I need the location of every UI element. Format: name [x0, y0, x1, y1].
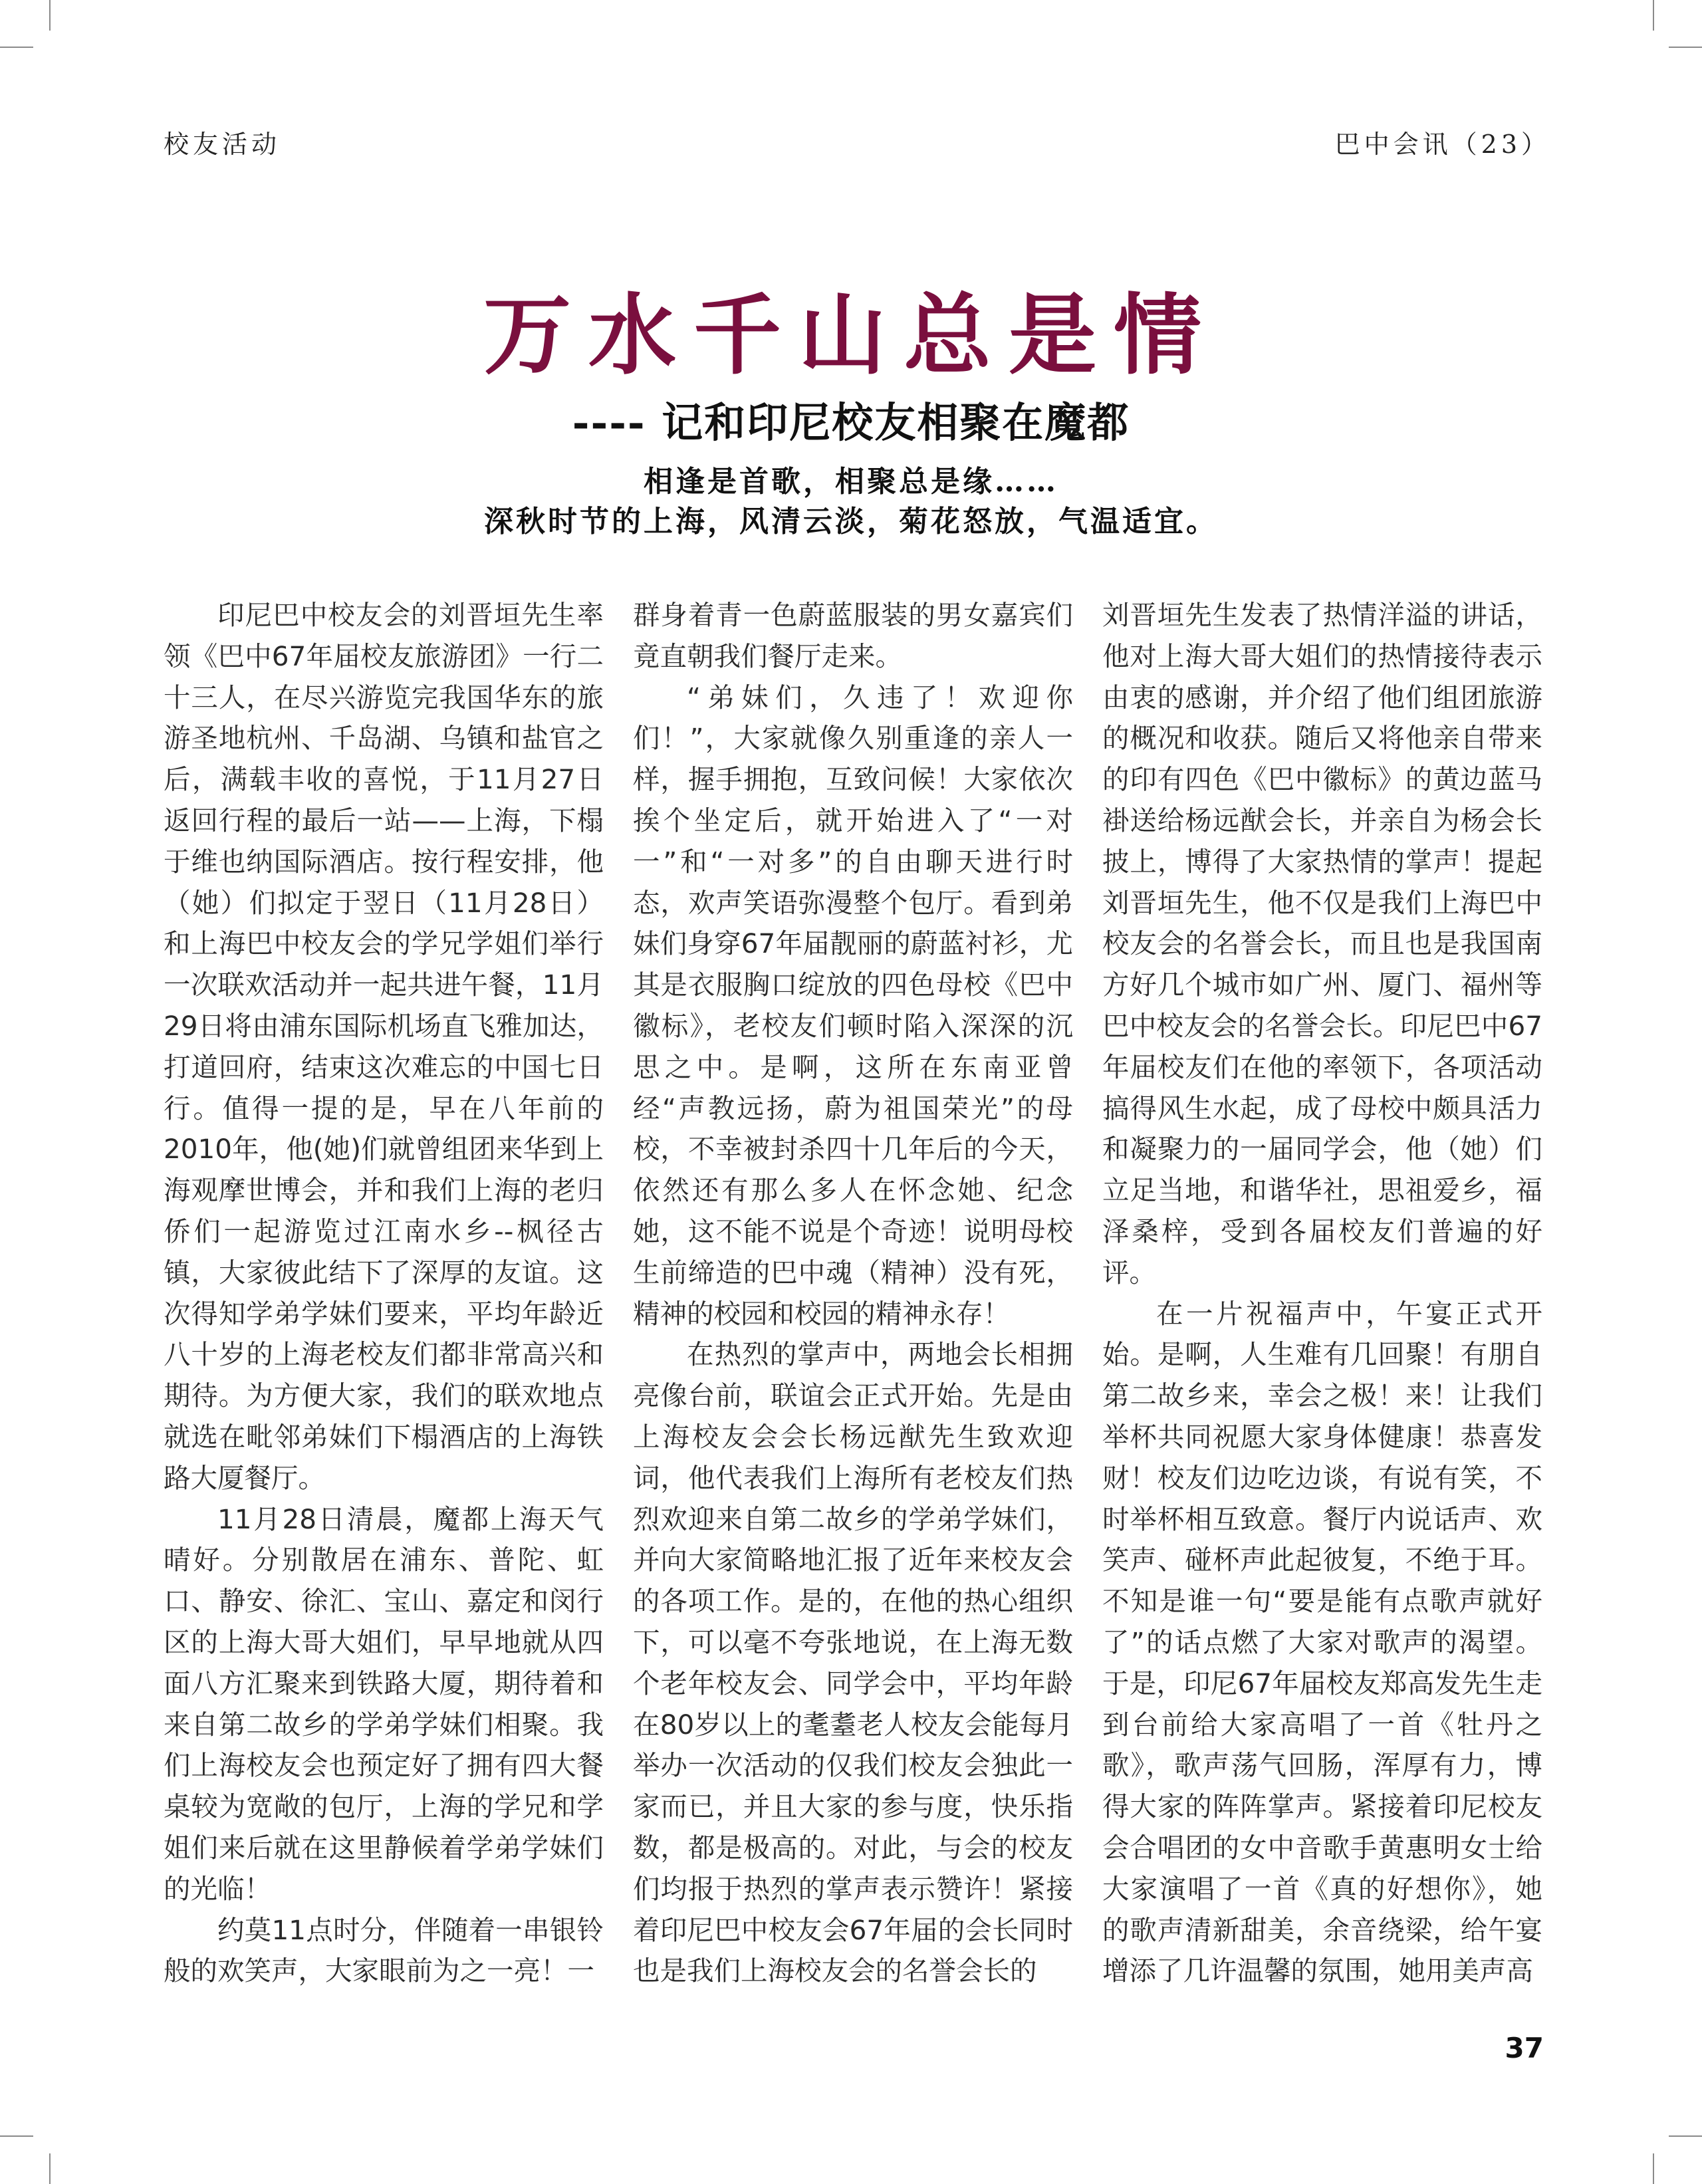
lead-line: 相逢是首歌，相聚总是缘…… [644, 465, 1058, 499]
paragraph: 在一片祝福声中，午宴正式开始。是啊，人生难有几回聚！有朋自第二故乡来，幸会之极！来！让我们举杯共同祝愿大家身体健康！恭喜发财！校友们边吃边谈，有说有笑，不时举杯相互致意。餐厅内说话声、欢笑声、碰杯声此起彼复，不绝于耳。不知是谁一句“要是能有点歌声就好了”的话点燃了大家对歌声的渴望。于是，印尼67年届校友郑高发先生走到台前给大家高唱了一首《牡丹之歌》，歌声荡气回肠，浑厚有力，博得大家的阵阵掌声。紧接着印尼校友会合唱团的女中音歌手黄惠明女士给大家演唱了一首《真的好想你》，她的歌声清新甜美，余音绕梁，给午宴增添了几许温馨的氛围，她用美声高 [1102, 1297, 1542, 1987]
text-column [1102, 595, 1542, 1992]
paragraph: 约莫11点时分，伴随着一串银铃般的欢笑声，大家眼前为之一亮！一 [164, 1913, 604, 1987]
page-number: 37 [1505, 2032, 1544, 2064]
paragraph: 11月28日清晨，魔都上海天气晴好。分别散居在浦东、普陀、虹口、静安、徐汇、宝山、嘉定和闵行区的上海大哥大姐们，早早地就从四面八方汇聚来到铁路大厦，期待着和来自第二故乡的学弟学妹们相聚。我们上海校友会也预定好了拥有四大餐桌较为宽敞的包厅，上海的学兄和学姐们来后就在这里静候着学弟学妹们的光临！ [164, 1503, 604, 1905]
text-column [633, 595, 1073, 1992]
paragraph: 群身着青一色蔚蓝服装的男女嘉宾们竟直朝我们餐厅走来。 [633, 599, 1073, 672]
paragraph: “弟妹们，久违了！欢迎你们！”，大家就像久别重逢的亲人一样，握手拥抱，互致问候！大家依次挨个坐定后，就开始进入了“一对一”和“一对多”的自由聊天进行时态，欢声笑语弥漫整个包厅。看到弟妹们身穿67年届靓丽的蔚蓝衬衫，尤其是衣服胸口绽放的四色母校《巴中徽标》，老校友们顿时陷入深深的沉思之中。是啊，这所在东南亚曾经“声教远扬，蔚为祖国荣光”的母校，不幸被封杀四十几年后的今天，依然还有那么多人在怀念她、纪念她，这不能不说是个奇迹！说明母校生前缔造的巴中魂（精神）没有死，精神的校园和校园的精神永存！ [633, 681, 1073, 1330]
section-label: 校友活动 [164, 130, 281, 159]
lead-line: 深秋时节的上海，风清云淡，菊花怒放，气温适宜。 [484, 505, 1218, 539]
crop-mark [1669, 2135, 1702, 2137]
paragraph: 印尼巴中校友会的刘晋垣先生率领《巴中67年届校友旅游团》一行二十三人，在尽兴游览完我国华东的旅游圣地杭州、千岛湖、乌镇和盐官之后，满载丰收的喜悦，于11月27日返回行程的最后一站——上海，下榻于维也纳国际酒店。按行程安排，他（她）们拟定于翌日（11月28日）和上海巴中校友会的学兄学姐们举行一次联欢活动并一起共进午餐，11月29日将由浦东国际机场直飞雅加达，打道回府，结束这次难忘的中国七日行。值得一提的是，早在八年前的2010年，他(她)们就曾组团来华到上海观摩世博会，并和我们上海的老归侨们一起游览过江南水乡--枫径古镇，大家彼此结下了深厚的友谊。这次得知学弟学妹们要来，平均年龄近八十岁的上海老校友们都非常高兴和期待。为方便大家，我们的联欢地点就选在毗邻弟妹们下榻酒店的上海铁路大厦餐厅。 [164, 599, 604, 1494]
crop-mark [0, 47, 33, 48]
paragraph: 刘晋垣先生发表了热情洋溢的讲话，他对上海大哥大姐们的热情接待表示由衷的感谢，并介绍了他们组团旅游的概况和收获。随后又将他亲自带来的印有四色《巴中徽标》的黄边蓝马褂送给杨远猷会长，并亲自为杨会长披上，博得了大家热情的掌声！提起刘晋垣先生，他不仅是我们上海巴中校友会的名誉会长，而且也是我国南方好几个城市如广州、厦门、福州等巴中校友会的名誉会长。印尼巴中67年届校友们在他的率领下，各项活动搞得风生水起，成了母校中颇具活力和凝聚力的一届同学会，他（她）们立足当地，和谐华社，思祖爱乡，福泽桑梓，受到各届校友们普遍的好评。 [1102, 599, 1542, 1288]
article-subtitle: ---- 记和印尼校友相聚在魔都 [572, 398, 1130, 447]
crop-mark [1653, 2153, 1654, 2184]
crop-mark [49, 2153, 51, 2184]
publication-label: 巴中会讯（23） [1334, 130, 1550, 159]
paragraph: 在热烈的掌声中，两地会长相拥亮像台前，联谊会正式开始。先是由上海校友会会长杨远猷先生致欢迎词，他代表我们上海所有老校友们热烈欢迎来自第二故乡的学弟学妹们，并向大家简略地汇报了近年来校友会的各项工作。是的，在他的热心组织下，可以毫不夸张地说，在上海无数个老年校友会、同学会中，平均年龄在80岁以上的耄耋老人校友会能每月举办一次活动的仅我们校友会独此一家而已，并且大家的参与度，快乐指数，都是极高的。对此，与会的校友们均报于热烈的掌声表示赞许！紧接着印尼巴中校友会67年届的会长同时也是我们上海校友会的名誉会长的 [633, 1338, 1073, 1987]
article-title: 万水千山总是情 [483, 285, 1219, 387]
crop-mark [1653, 0, 1654, 31]
crop-mark [49, 0, 51, 31]
crop-mark [0, 2135, 33, 2137]
crop-mark [1669, 47, 1702, 48]
text-column [164, 595, 604, 1992]
